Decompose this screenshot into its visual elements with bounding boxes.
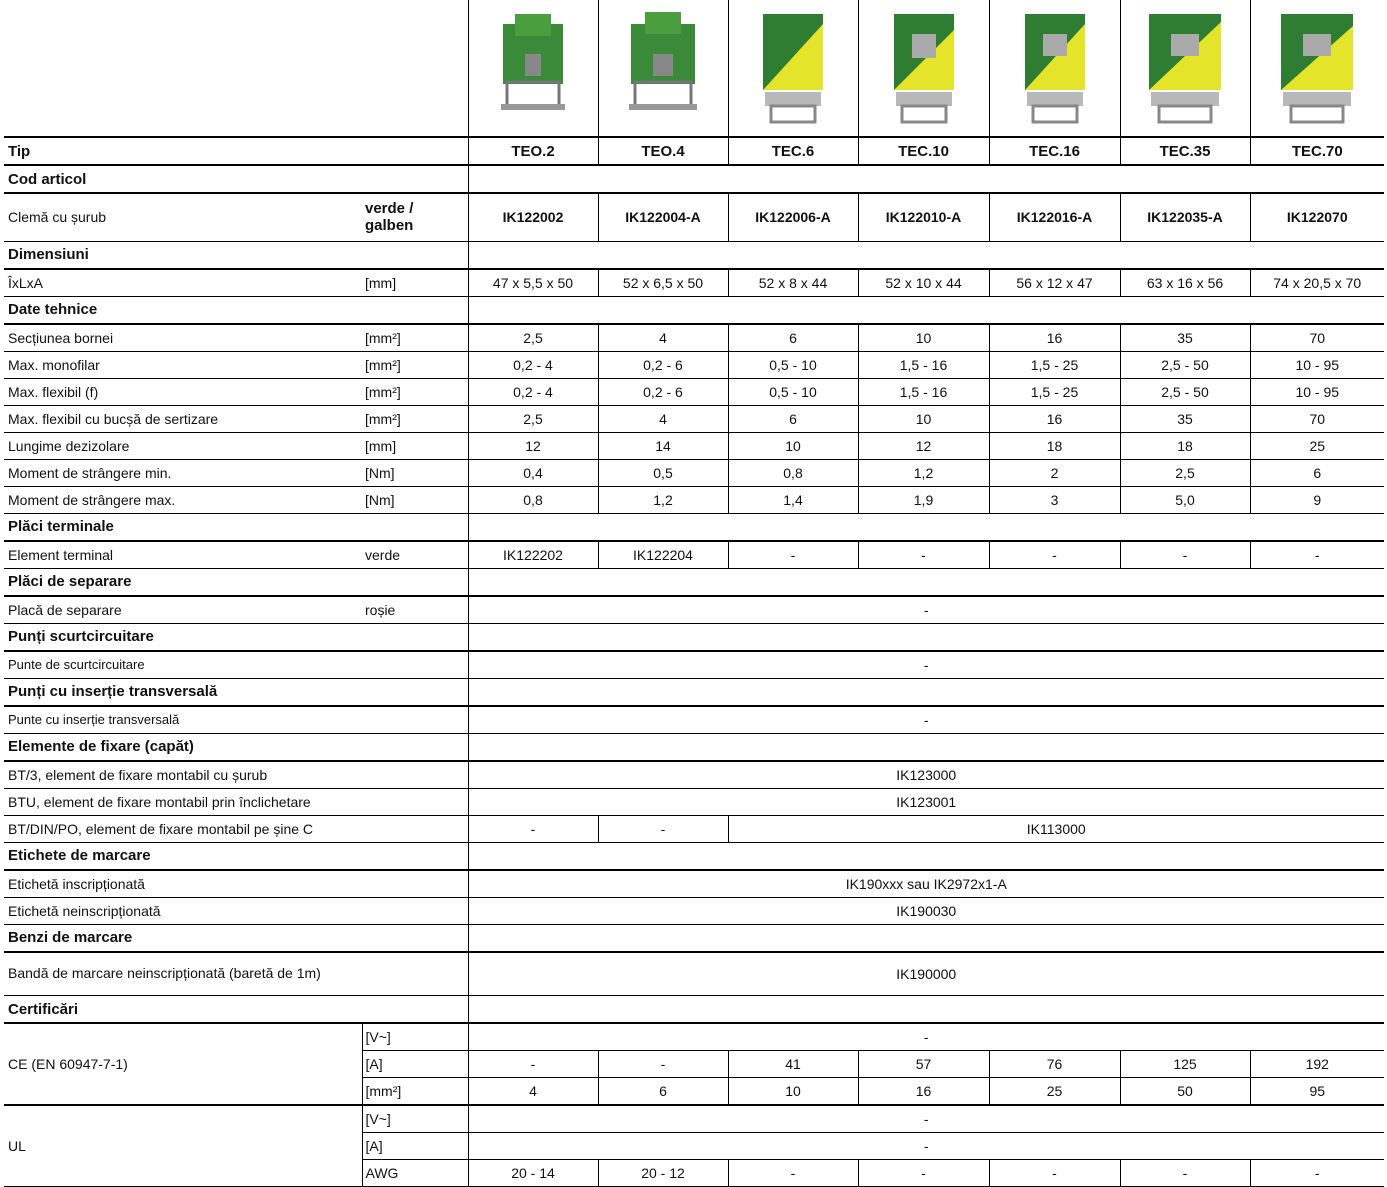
section-header: Date tehnice [4, 296, 1384, 324]
table-row: BT/3, element de fixare montabil cu șurub IK123000 [4, 761, 1384, 789]
product-image [468, 0, 598, 137]
table-row: Element terminal verde IK122202 IK122204 - - - - - [4, 541, 1384, 569]
section-header: Dimensiuni [4, 241, 1384, 269]
table-row: Max. monofilar [mm²] 0,2 - 4 0,2 - 6 0,5 - 10 1,5 - 16 1,5 - 25 2,5 - 50 10 - 95 [4, 351, 1384, 378]
section-header: Benzi de marcare [4, 924, 1384, 952]
table-row: Etichetă inscripționată IK190xxx sau IK2972x1-A [4, 870, 1384, 898]
table-row: [A] - - 41 57 76 125 192 [4, 1051, 1384, 1078]
table-row: Clemă cu șurub verde / galben IK122002 IK122004-A IK122006-A IK122010-A IK122016-A IK122035-A IK122070 [4, 193, 1384, 241]
table-row: Lungime dezizolare [mm] 12 14 10 12 18 18 25 [4, 432, 1384, 459]
table-row: BTU, element de fixare montabil prin înclichetare IK123001 [4, 788, 1384, 815]
type-cell: TEO.4 [598, 137, 728, 165]
table-row: Max. flexibil (f) [mm²] 0,2 - 4 0,2 - 6 0,5 - 10 1,5 - 16 1,5 - 25 2,5 - 50 10 - 95 [4, 378, 1384, 405]
spec-table [4, 0, 1384, 1187]
type-cell: TEC.70 [1250, 137, 1384, 165]
product-image [728, 0, 858, 137]
product-image [858, 0, 989, 137]
section-header: Cod articol [4, 165, 1384, 193]
section-header: Certificări [4, 996, 1384, 1024]
table-row: Moment de strângere max. [Nm] 0,8 1,2 1,4 1,9 3 5,0 9 [4, 486, 1384, 513]
table-row: ÎxLxA [mm] 47 x 5,5 x 50 52 x 6,5 x 50 52 x 8 x 44 52 x 10 x 44 56 x 12 x 47 63 x 16 x 56 74 x 20,5 x 70 [4, 269, 1384, 297]
product-image-row [4, 0, 1384, 137]
tip-label: Tip [4, 137, 362, 165]
section-header: Plăci terminale [4, 513, 1384, 541]
table-row: CE (EN 60947-7-1) [V~] - [4, 1023, 1384, 1051]
type-cell: TEC.6 [728, 137, 858, 165]
section-header: Elemente de fixare (capăt) [4, 733, 1384, 761]
section-header: Punți scurtcircuitare [4, 623, 1384, 651]
table-row: AWG 20 - 14 20 - 12 - - - - - [4, 1160, 1384, 1187]
section-header: Etichete de marcare [4, 842, 1384, 870]
table-row: Etichetă neinscripționată IK190030 [4, 897, 1384, 924]
table-row: Max. flexibil cu bucșă de sertizare [mm²] 2,5 4 6 10 16 35 70 [4, 405, 1384, 432]
table-row: BT/DIN/PO, element de fixare montabil pe șine C - - IK113000 [4, 815, 1384, 842]
table-row: UL [V~] - [4, 1105, 1384, 1133]
type-cell: TEC.35 [1120, 137, 1250, 165]
table-row: Secțiunea bornei [mm²] 2,5 4 6 10 16 35 70 [4, 324, 1384, 352]
table-row: Placă de separare roșie - [4, 596, 1384, 624]
table-row: Bandă de marcare neinscripționată (baretă de 1m) IK190000 [4, 952, 1384, 996]
type-row [4, 137, 1384, 165]
table-row: [A] - [4, 1133, 1384, 1160]
product-image [1250, 0, 1384, 137]
type-cell: TEO.2 [468, 137, 598, 165]
table-row: Punte cu inserție transversală - [4, 706, 1384, 734]
product-image [989, 0, 1120, 137]
table-row: [mm²] 4 6 10 16 25 50 95 [4, 1078, 1384, 1106]
type-cell: TEC.16 [989, 137, 1120, 165]
product-image [598, 0, 728, 137]
type-cell: TEC.10 [858, 137, 989, 165]
table-row: Punte de scurtcircuitare - [4, 651, 1384, 679]
table-row: Moment de strângere min. [Nm] 0,4 0,5 0,8 1,2 2 2,5 6 [4, 459, 1384, 486]
product-image [1120, 0, 1250, 137]
section-header: Punți cu inserție transversală [4, 678, 1384, 706]
section-header: Plăci de separare [4, 568, 1384, 596]
